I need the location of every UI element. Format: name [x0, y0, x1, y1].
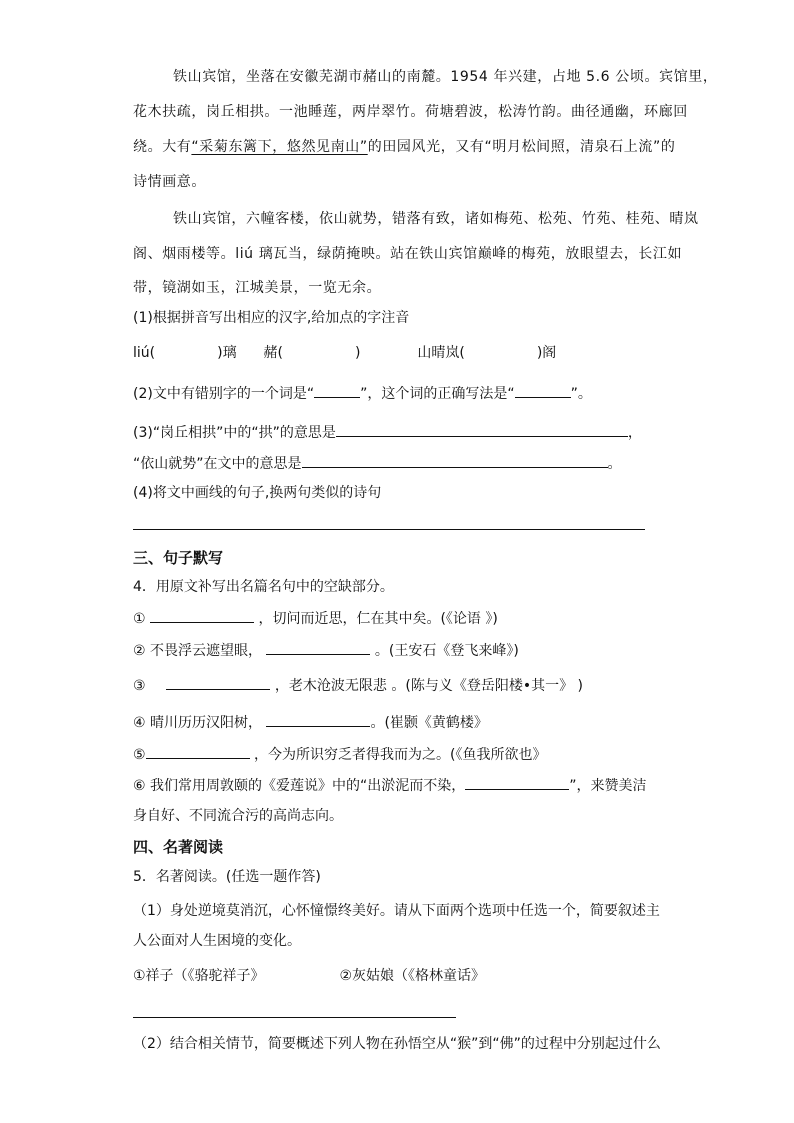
recite-item-1 [133, 608, 498, 629]
passage-line: 铁山宾馆，六幢客楼，依山就势，错落有致，诸如梅苑、松苑、竹苑、桂苑、晴岚 [173, 211, 699, 227]
option-xiangzi[interactable]: ①祥子（《骆驼祥子》 [133, 968, 265, 984]
question-3-text: “依山就势”在文中的意思是 [133, 456, 302, 472]
answer-line-q5[interactable] [133, 1017, 456, 1018]
blank-recite-3[interactable] [166, 675, 270, 690]
question-4-prompt: (4)将文中画线的句子,换两句类似的诗句 [133, 485, 382, 501]
question-3-text: ， [627, 425, 642, 441]
item-number: ① [133, 611, 146, 627]
item-text: ，切问而近思，仁在其中矣。(《论语 》) [258, 611, 498, 627]
recite-item-2 [133, 640, 519, 661]
answer-suffix: ) [354, 345, 361, 361]
blank-correct-word[interactable] [515, 383, 571, 398]
question-1-answers [133, 343, 556, 363]
blank-recite-5[interactable] [146, 744, 250, 759]
option-cinderella[interactable]: ②灰姑娘（《格林童话》 [339, 968, 486, 984]
question-5-sub-1: （1）身处逆境莫消沉，心怀憧憬终美好。请从下面两个选项中任选一个，简要叙述主 [133, 903, 660, 919]
section-4-title: 四、名著阅读 [133, 838, 224, 856]
blank-recite-6[interactable] [465, 775, 569, 790]
answer-suffix: )璃 [217, 345, 237, 361]
question-2-text: (2)文中有错别字的一个词是“ [133, 386, 315, 402]
item-text: ② 不畏浮云遮望眼， [133, 643, 263, 659]
question-3-text: (3)“岗丘相拱”中的“拱”的意思是 [133, 425, 336, 441]
recite-item-6-cont: 身自好、不同流合污的高尚志向。 [133, 808, 343, 824]
item-number: ⑤ [133, 747, 146, 763]
blank-recite-2[interactable] [266, 640, 370, 655]
question-4-intro: 4．用原文补写出名篇名句中的空缺部分。 [133, 579, 394, 595]
passage-line: 带，镜湖如玉，江城美景，一览无余。 [133, 280, 382, 296]
passage-line: 阁、烟雨楼等。liú 璃瓦当，绿荫掩映。站在铁山宾馆巅峰的梅苑，放眼望去，长江如 [133, 246, 683, 262]
question-2 [133, 383, 592, 404]
recite-item-6 [133, 775, 647, 796]
passage-line: 花木扶疏，岗丘相拱。一池睡莲，两岸翠竹。荷塘碧波，松涛竹韵。曲径通幽，环廊回 [133, 104, 688, 120]
pinyin-liu-label: liú( [133, 345, 156, 361]
blank-wrong-word[interactable] [314, 383, 360, 398]
question-5-sub-1-cont: 人公面对人生困境的变化。 [133, 933, 301, 949]
question-2-text: ”，这个词的正确写法是“ [360, 386, 515, 402]
question-3-line-2 [133, 453, 622, 474]
recite-item-3 [133, 675, 583, 696]
passage-text: 绕。大有 [133, 139, 192, 155]
recite-item-4 [133, 712, 488, 733]
blank-recite-1[interactable] [150, 608, 254, 623]
item-text: ”，来赞美洁 [569, 778, 647, 794]
item-text: ④ 晴川历历汉阳树， [133, 715, 263, 731]
answer-line-q4[interactable] [133, 529, 645, 530]
item-number: ③ [133, 678, 146, 694]
item-text: 。(王安石《登飞来峰》) [374, 643, 519, 659]
item-text: ，今为所识穷乏者得我而为之。(《鱼我所欲也》 [254, 747, 547, 763]
question-3-line-1 [133, 422, 642, 443]
passage-text: 的田园风光，又有“明月松间照，清泉石上流”的 [367, 139, 676, 155]
question-5-intro: 5．名著阅读。(任选一题作答) [133, 869, 321, 885]
section-3-title: 三、句子默写 [133, 549, 224, 567]
passage-line [133, 137, 675, 157]
recite-item-5 [133, 744, 546, 765]
underlined-sentence: “采菊东篱下，悠然见南山” [191, 139, 368, 155]
passage-line: 诗情画意。 [133, 174, 206, 190]
question-5-sub-2: （2）结合相关情节，简要概述下列人物在孙悟空从“猴”到“佛”的过程中分别起过什么 [133, 1036, 661, 1052]
passage-line: 铁山宾馆，坐落在安徽芜湖市赭山的南麓。1954 年兴建，占地 5.6 公顷。宾馆里， [173, 69, 718, 85]
question-5-options [133, 966, 485, 986]
item-text: ，老木沧波无限悲 。(陈与义《登岳阳楼•其一》 ) [274, 678, 584, 694]
blank-gong-meaning[interactable] [336, 422, 628, 437]
blank-yishan-meaning[interactable] [302, 453, 608, 468]
zhe-label: 赭( [263, 345, 283, 361]
answer-suffix: )阁 [536, 345, 557, 361]
blank-recite-4[interactable] [266, 712, 370, 727]
lan-label: 山晴岚( [417, 345, 465, 361]
item-text: 。(崔颢《黄鹤楼》 [370, 715, 488, 731]
question-2-text: ”。 [570, 386, 592, 402]
question-3-text: 。 [607, 456, 622, 472]
question-1-prompt: (1)根据拼音写出相应的汉字,给加点的字注音 [133, 310, 410, 326]
item-text: ⑥ 我们常用周敦颐的《爱莲说》中的“出淤泥而不染， [133, 778, 466, 794]
